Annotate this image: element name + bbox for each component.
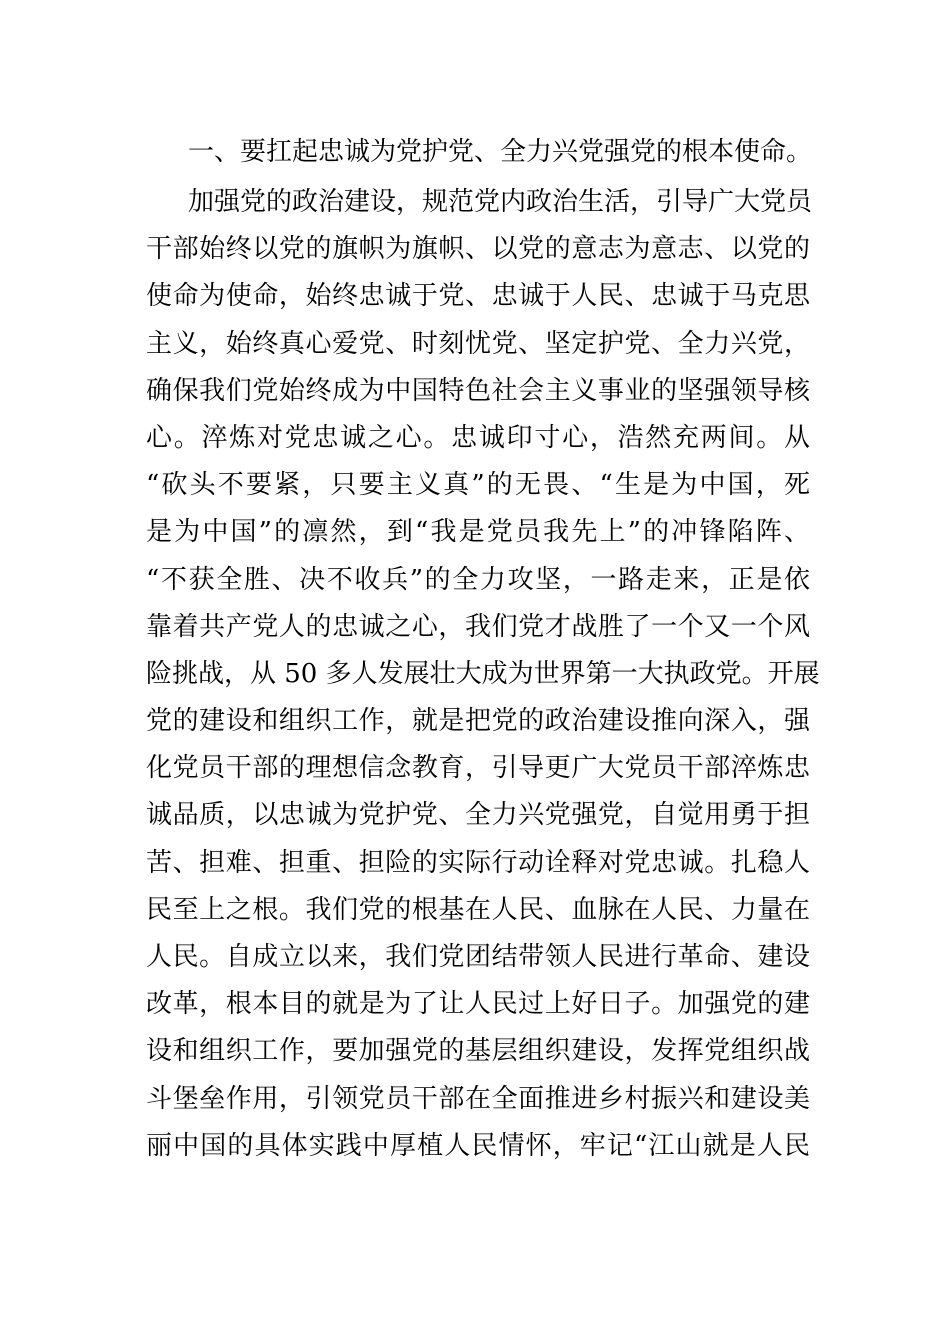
paragraph-line: 靠着共产党人的忠诚之心，我们党才战胜了一个又一个风 <box>146 611 810 642</box>
paragraph-line: 加强党的政治建设，规范党内政治生活，引导广大党员 <box>188 187 813 217</box>
body-paragraph <box>146 184 820 1175</box>
paragraph-line: 干部始终以党的旗帜为旗帜、以党的意志为意志、以党的 <box>146 234 810 265</box>
paragraph-line: “不获全胜、决不收兵”的全力攻坚，一路走来，正是依 <box>146 564 810 595</box>
paragraph-line: 斗堡垒作用，引领党员干部在全面推进乡村振兴和建设美 <box>146 1083 810 1114</box>
paragraph-line: 苦、担难、担重、担险的实际行动诠释对党忠诚。扎稳人 <box>146 847 810 878</box>
paragraph-line: 设和组织工作，要加强党的基层组织建设，发挥党组织战 <box>146 1036 810 1067</box>
paragraph-line: 化党员干部的理想信念教育，引导更广大党员干部淬炼忠 <box>146 753 810 784</box>
paragraph-line: 人民。自成立以来，我们党团结带领人民进行革命、建设 <box>146 942 810 972</box>
paragraph-line: 民至上之根。我们党的根基在人民、血脉在人民、力量在 <box>146 894 810 925</box>
paragraph-line: “砍头不要紧，只要主义真”的无畏、“生是为中国，死 <box>146 470 810 501</box>
paragraph-line: 主义，始终真心爱党、时刻忧党、坚定护党、全力兴党， <box>146 328 810 359</box>
paragraph-line: 丽中国的具体实践中厚植人民情怀，牢记“江山就是人民 <box>146 1130 810 1161</box>
paragraph-line: 诚品质，以忠诚为党护党、全力兴党强党，自觉用勇于担 <box>146 800 810 831</box>
section-heading: 一、要扛起忠诚为党护党、全力兴党强党的根本使命。 <box>188 137 813 167</box>
paragraph-line: 党的建设和组织工作，就是把党的政治建设推向深入，强 <box>146 706 810 737</box>
paragraph-line: 使命为使命，始终忠诚于党、忠诚于人民、忠诚于马克思 <box>146 281 810 312</box>
paragraph-line: 心。淬炼对党忠诚之心。忠诚印寸心，浩然充两间。从 <box>146 422 810 453</box>
paragraph-line: 险挑战，从 50 多人发展壮大成为世界第一大执政党。开展 <box>146 658 820 689</box>
paragraph-line: 确保我们党始终成为中国特色社会主义事业的坚强领导核 <box>146 375 810 406</box>
paragraph-line: 是为中国”的凛然，到“我是党员我先上”的冲锋陷阵、 <box>146 517 810 548</box>
paragraph-line: 改革，根本目的就是为了让人民过上好日子。加强党的建 <box>146 989 810 1020</box>
